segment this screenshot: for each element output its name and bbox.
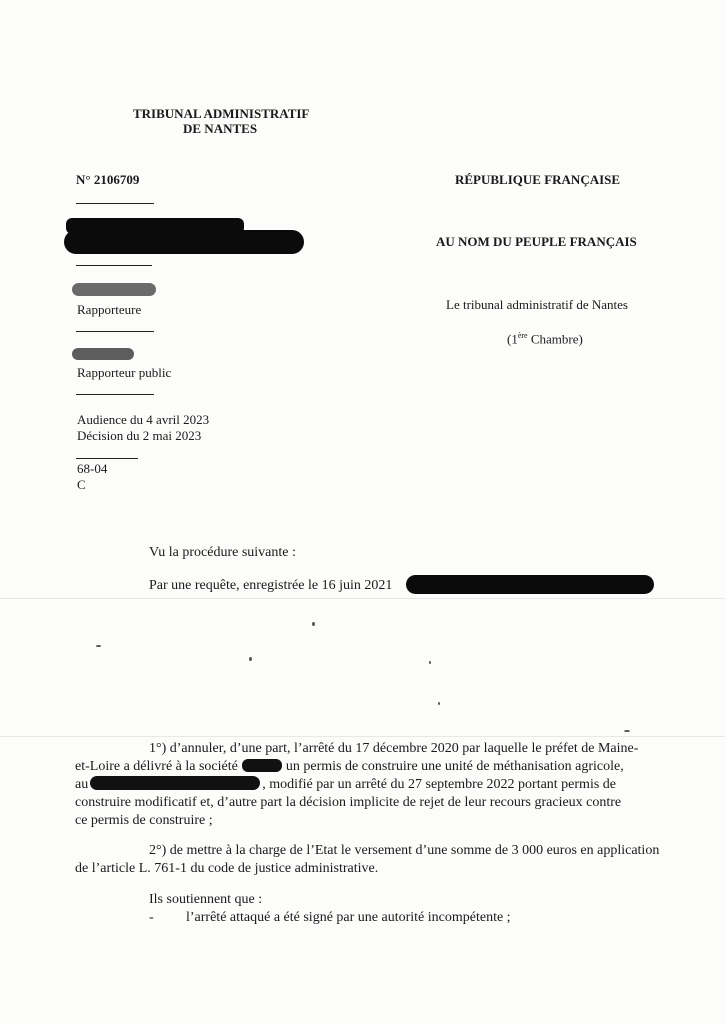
people-title: AU NOM DU PEUPLE FRANÇAIS: [436, 234, 637, 249]
case-number: N° 2106709: [76, 172, 140, 187]
redaction-block: [72, 348, 134, 360]
request-item-1-line1: 1°) d’annuler, d’une part, l’arrêté du 17 décembre 2020 par laquelle le préfet de Maine-: [149, 741, 639, 756]
divider: [76, 203, 154, 204]
redaction-block: [406, 575, 654, 594]
redaction-block: [72, 283, 156, 296]
redaction-block: [242, 759, 282, 772]
requete-line: Par une requête, enregistrée le 16 juin 2021: [149, 578, 393, 593]
procedure-intro: Vu la procédure suivante :: [149, 545, 296, 560]
scan-speck: [624, 730, 630, 732]
scan-speck: [312, 622, 315, 626]
redaction-block: [90, 776, 260, 790]
tribunal-line: Le tribunal administratif de Nantes: [446, 297, 628, 312]
divider: [76, 394, 154, 395]
classification-code: 68-04: [77, 461, 108, 476]
divider: [76, 458, 138, 459]
scan-speck: [249, 657, 252, 661]
redaction-block: [64, 230, 304, 254]
court-name-line2: DE NANTES: [183, 121, 258, 136]
scan-speck: [96, 645, 101, 647]
divider: [76, 331, 154, 332]
request-item-1-line5: ce permis de construire ;: [75, 813, 213, 828]
scan-artifact: [0, 736, 725, 737]
request-item-1-line2: et-Loire a délivré à la société un permis de construire une unité de méthanisation agricole,: [75, 759, 624, 774]
request-item-1-line4: construire modificatif et, d’autre part la décision implicite de rejet de leur recours gracieux contre: [75, 795, 622, 810]
decision-date: Décision du 2 mai 2023: [77, 428, 202, 443]
classification-letter: C: [77, 477, 86, 492]
bullet-marker: -: [149, 910, 154, 925]
scan-speck: [438, 702, 440, 705]
audience-date: Audience du 4 avril 2023: [77, 412, 210, 427]
court-name-line1: TRIBUNAL ADMINISTRATIF: [133, 106, 310, 121]
divider: [76, 265, 152, 266]
request-item-1-line3: au , modifié par un arrêté du 27 septembre 2022 portant permis de: [75, 777, 616, 792]
rapporteure-label: Rapporteure: [77, 302, 142, 317]
request-item-2-line2: de l’article L. 761-1 du code de justice administrative.: [75, 861, 379, 876]
arguments-intro: Ils soutiennent que :: [149, 892, 263, 907]
scan-speck: [429, 661, 431, 664]
rapporteur-public-label: Rapporteur public: [77, 365, 172, 380]
scan-artifact: [0, 598, 725, 599]
argument-item-1: l’arrêté attaqué a été signé par une autorité incompétente ;: [186, 910, 511, 925]
chamber-line: (1ère Chambre): [507, 331, 583, 347]
republic-title: RÉPUBLIQUE FRANÇAISE: [455, 172, 621, 187]
request-item-2-line1: 2°) de mettre à la charge de l’Etat le versement d’une somme de 3 000 euros en application: [149, 843, 660, 858]
